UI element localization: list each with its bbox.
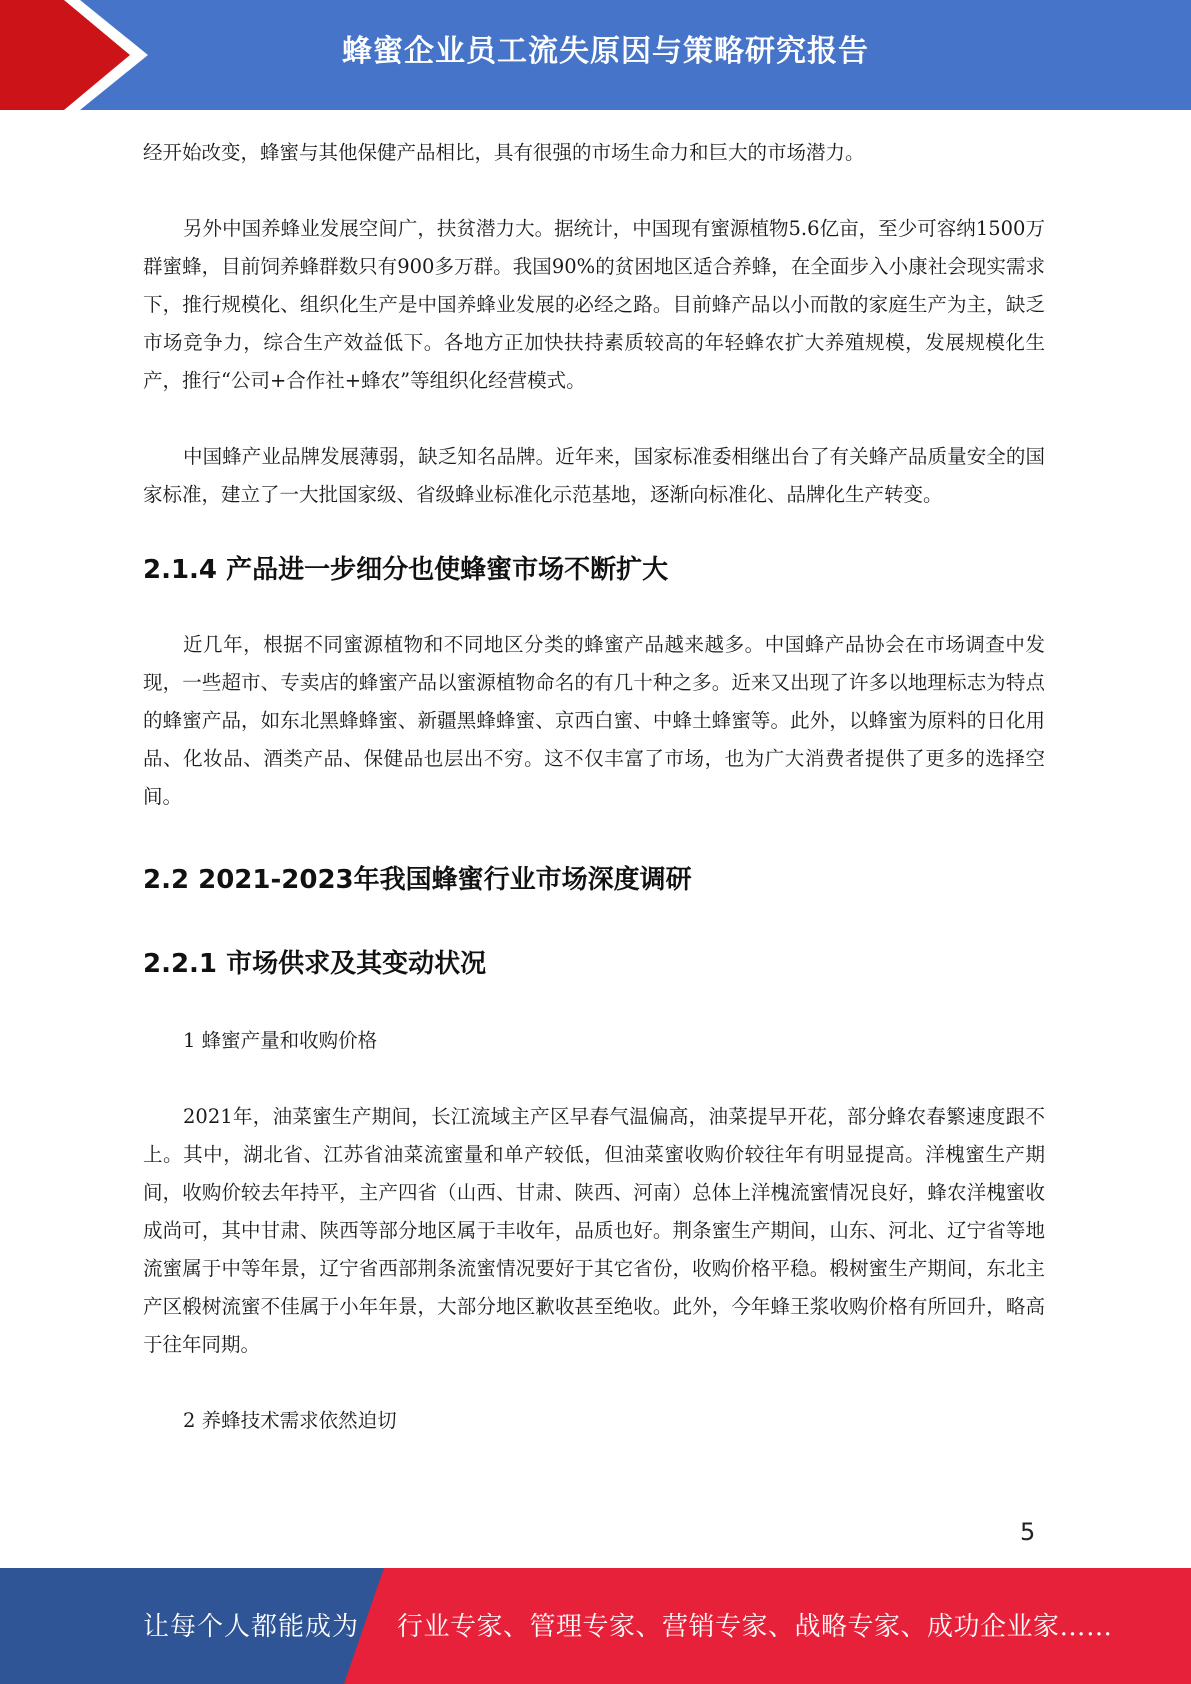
paragraph-2021-production: 2021年，油菜蜜生产期间，长江流域主产区早春气温偏高，油菜提早开花，部分蜂农春繁速度跟不上。其中，湖北省、江苏省油菜流蜜量和单产较低，但油菜蜜收购价较往年有明显提高。洋槐蜜生产期间，收购价较去年持平，主产四省（山西、甘肃、陕西、河南）总体上洋槐流蜜情况良好，蜂农洋槐蜜收成尚可，其中甘肃、陕西等部分地区属于丰收年，品质也好。荆条蜜生产期间，山东、河北、辽宁省等地流蜜属于中等年景，辽宁省西部荆条流蜜情况要好于其它省份，收购价格平稳。椴树蜜生产期间，东北主产区椴树流蜜不佳属于小年年景，大部分地区歉收甚至绝收。此外，今年蜂王浆收购价格有所回升，略高于往年同期。 — [143, 1105, 1045, 1356]
heading-2-1-4: 2.1.4 产品进一步细分也使蜂蜜市场不断扩大 — [143, 555, 669, 585]
header-red-arrow — [0, 0, 148, 110]
footer-slogan-left: 让每个人都能成为 — [143, 1612, 360, 1642]
list-item-honey-production: 1 蜂蜜产量和收购价格 — [183, 1029, 378, 1052]
heading-2-2: 2.2 2021-2023年我国蜂蜜行业市场深度调研 — [143, 865, 692, 895]
list-item-beekeeping-tech: 2 养蜂技术需求依然迫切 — [183, 1409, 397, 1432]
page-header — [0, 0, 1191, 110]
paragraph-continuation: 经开始改变，蜂蜜与其他保健产品相比，具有很强的市场生命力和巨大的市场潜力。 — [143, 141, 865, 164]
document-body — [143, 134, 1045, 1440]
heading-2-2-1: 2.2.1 市场供求及其变动状况 — [143, 949, 487, 979]
document-title: 蜂蜜企业员工流失原因与策略研究报告 — [342, 34, 869, 69]
footer-slogan-right: 行业专家、管理专家、营销专家、战略专家、成功企业家…… — [397, 1612, 1113, 1642]
page-footer — [0, 1568, 1191, 1684]
page-number: 5 — [1020, 1518, 1036, 1546]
paragraph-product-segmentation: 近几年，根据不同蜜源植物和不同地区分类的蜂蜜产品越来越多。中国蜂产品协会在市场调查中发现，一些超市、专卖店的蜂蜜产品以蜜源植物命名的有几十种之多。近来又出现了许多以地理标志为特点的蜂蜜产品，如东北黑蜂蜂蜜、新疆黑蜂蜂蜜、京西白蜜、中蜂土蜂蜜等。此外，以蜂蜜为原料的日化用品、化妆品、酒类产品、保健品也层出不穷。这不仅丰富了市场，也为广大消费者提供了更多的选择空间。 — [143, 633, 1045, 808]
paragraph-beekeeping-development: 另外中国养蜂业发展空间广，扶贫潜力大。据统计，中国现有蜜源植物5.6亿亩，至少可容纳1500万群蜜蜂，目前饲养蜂群数只有900多万群。我国90%的贫困地区适合养蜂，在全面步入小康社会现实需求下，推行规模化、组织化生产是中国养蜂业发展的必经之路。目前蜂产品以小而散的家庭生产为主，缺乏市场竞争力，综合生产效益低下。各地方正加快扶持素质较高的年轻蜂农扩大养殖规模，发展规模化生产，推行“公司+合作社+蜂农”等组织化经营模式。 — [143, 217, 1045, 392]
paragraph-brand-development: 中国蜂产业品牌发展薄弱，缺乏知名品牌。近年来，国家标准委相继出台了有关蜂产品质量安全的国家标准，建立了一大批国家级、省级蜂业标准化示范基地，逐渐向标准化、品牌化生产转变。 — [143, 445, 1045, 506]
